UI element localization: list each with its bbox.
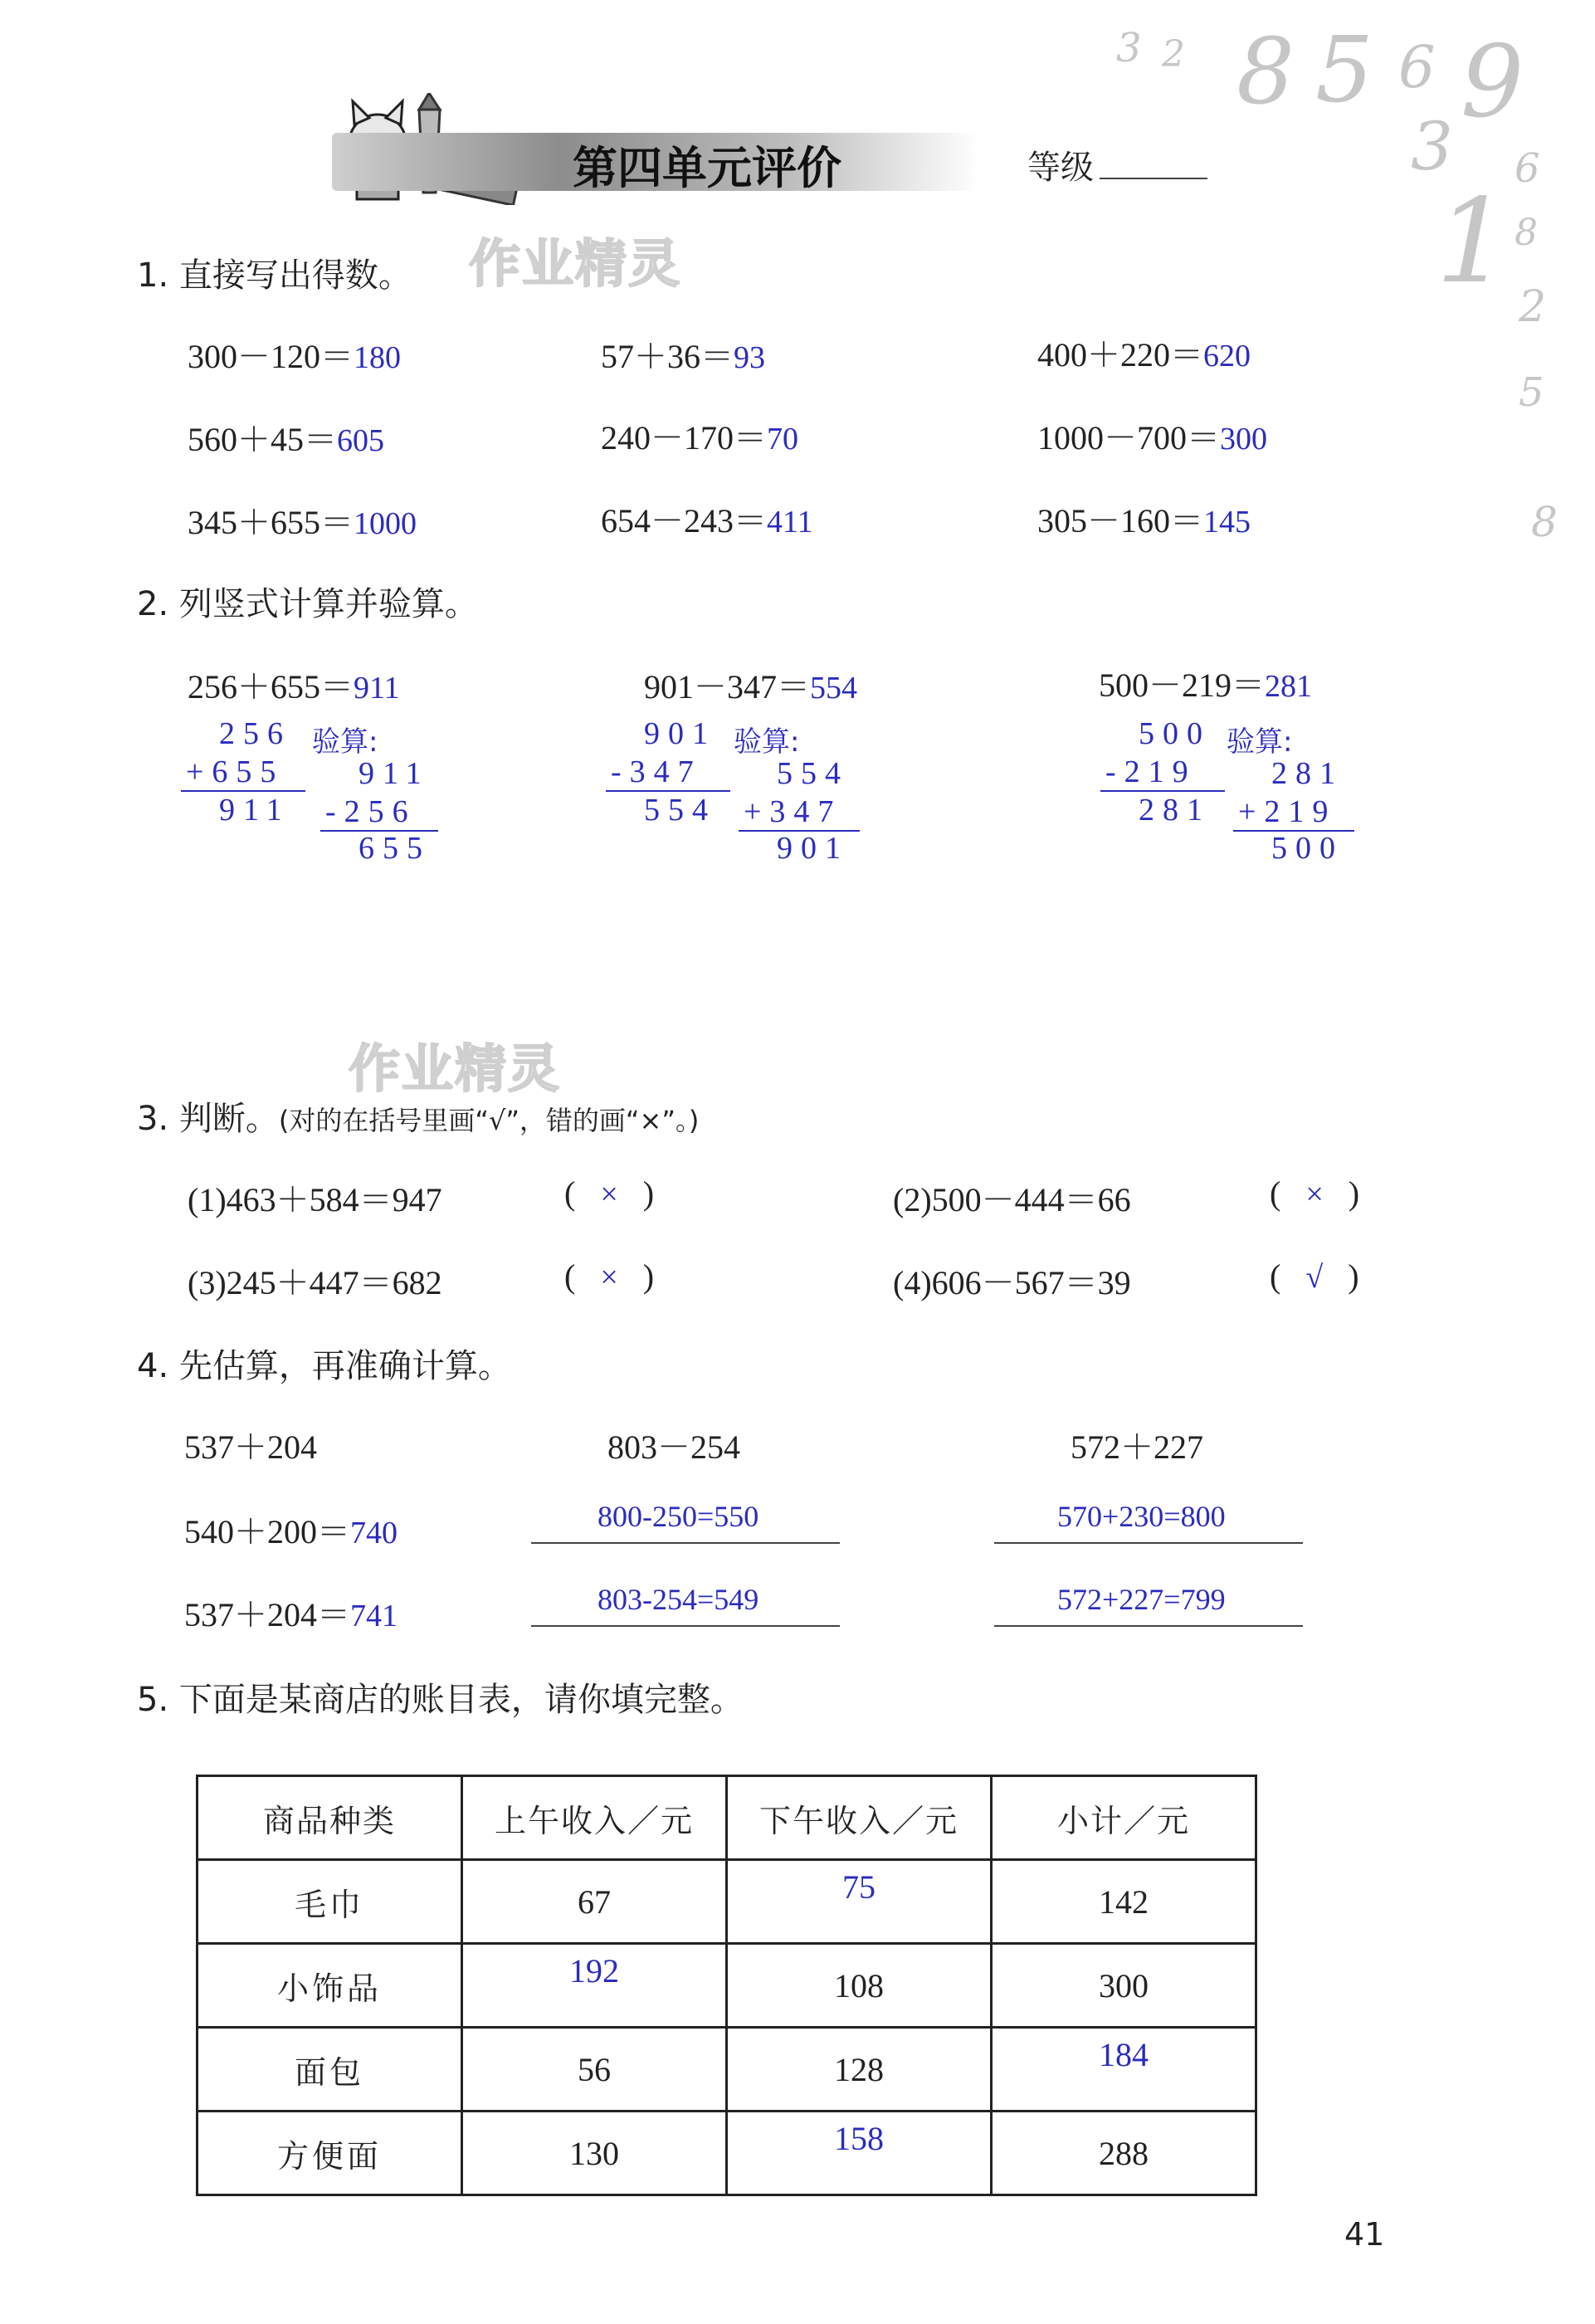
equation: 1000－700＝300 [1037,419,1267,456]
answer-line [994,1542,1303,1544]
deco-digit: 8 [1515,212,1538,254]
check-line: 655 [359,831,431,866]
deco-digit: 9 [1461,25,1524,140]
exact-answer[interactable]: 803-254=549 [598,1583,759,1616]
total-cell-filled[interactable]: 184 [992,2028,1256,2112]
watermark: 作业精灵 [469,233,682,294]
vertical-calc-line: 256 [219,716,291,751]
deco-digit: 2 [1519,282,1547,332]
check-line: 554 [777,756,849,791]
total-cell: 288 [992,2112,1256,2195]
table-row [198,1860,1256,1944]
answer[interactable]: 93 [734,340,765,375]
check-label: 验算: [312,725,378,759]
equation: 560＋45＝605 [188,421,384,458]
judge-mark: √ [1305,1260,1324,1295]
table-header-cell: 下午收入／元 [727,1776,992,1860]
answer[interactable]: 411 [767,505,813,540]
answer[interactable]: 911 [354,671,400,706]
deco-digit: 8 [1531,498,1558,546]
vertical-calc-line: 901 [644,716,716,751]
check-label: 验算: [1227,725,1293,759]
deco-digit: 3 [1411,108,1453,185]
answer-line [531,1625,840,1627]
am-cell: 56 [462,2028,727,2112]
answer-line [994,1625,1303,1627]
judge-bracket[interactable]: ( × ) [1270,1174,1360,1212]
pm-cell-filled[interactable]: 158 [727,2112,992,2195]
question-title: 4. 先估算，再准确计算。 [137,1347,511,1385]
unit-title: 第四单元评价 [573,141,841,194]
vertical-calc-line: -347 [611,754,702,789]
table-row [198,2028,1256,2112]
equation: 57＋36＝93 [601,338,765,375]
pm-cell: 108 [727,1944,992,2028]
equation: 256＋655＝911 [188,668,400,706]
equation: 537＋204＝741 [184,1596,398,1633]
estimate-head: 572＋227 [1071,1428,1203,1466]
answer-line [531,1542,840,1544]
answer[interactable]: 605 [337,423,384,458]
am-cell: 67 [462,1860,727,1944]
check-label: 验算: [734,725,800,759]
table-header-cell: 上午收入／元 [462,1776,727,1860]
table-header-cell: 小计／元 [992,1776,1256,1860]
judge-mark: × [600,1260,618,1295]
account-table [196,1775,1257,2196]
table-header-row [198,1776,1256,1860]
equation: 901－347＝554 [644,668,857,706]
check-line: +219 [1238,794,1337,829]
deco-digit: 6 [1515,145,1540,192]
question-title: 2. 列竖式计算并验算。 [137,585,478,623]
judge-expr: (2)500－444＝66 [893,1181,1131,1218]
answer[interactable]: 554 [810,671,857,706]
deco-digit: 5 [1519,369,1544,416]
judge-expr: (4)606－567＝39 [893,1264,1131,1301]
vertical-calc-line: 911 [219,793,290,828]
deco-digit: 5 [1315,17,1373,123]
judge-mark: × [1305,1177,1324,1212]
question-title: 5. 下面是某商店的账目表，请你填完整。 [137,1681,744,1719]
judge-expr: (1)463＋584＝947 [188,1181,442,1218]
equation: 400＋220＝620 [1037,336,1251,374]
total-cell: 300 [992,1944,1256,2028]
check-line: 281 [1271,756,1344,791]
pm-cell: 128 [727,2028,992,2112]
am-cell-filled[interactable]: 192 [462,1944,727,2028]
total-cell: 142 [992,1860,1256,1944]
answer[interactable]: 741 [350,1599,398,1633]
item-name-cell: 面包 [198,2028,462,2112]
estimate-head: 537＋204 [184,1428,317,1466]
judge-bracket[interactable]: ( √ ) [1270,1257,1359,1295]
answer[interactable]: 300 [1220,422,1267,456]
question-note: (对的在括号里画“√”，错的画“×”。) [278,1105,700,1136]
grade-label: 等级 [1027,149,1094,187]
answer[interactable]: 740 [350,1516,398,1550]
judge-expr: (3)245＋447＝682 [188,1264,442,1301]
item-name-cell: 小饰品 [198,1944,462,2028]
answer[interactable]: 180 [354,340,401,375]
equation: 345＋655＝1000 [188,504,417,541]
vertical-calc-line: +655 [186,754,285,789]
judge-bracket[interactable]: ( × ) [564,1257,655,1295]
watermark: 作业精灵 [349,1038,562,1099]
answer[interactable]: 281 [1265,669,1312,704]
page-number: 41 [1344,2216,1385,2253]
answer[interactable]: 620 [1203,339,1251,374]
check-line: 911 [359,756,430,791]
equation: 305－160＝145 [1037,502,1251,540]
judge-bracket[interactable]: ( × ) [564,1174,655,1212]
pm-cell-filled[interactable]: 75 [727,1860,992,1944]
deco-digit: 3 [1116,25,1142,71]
deco-digit: 1 [1436,174,1510,310]
table-row [198,1944,1256,2028]
table-row [198,2112,1256,2195]
check-line: -256 [325,794,417,829]
question-title: 3. 判断。(对的在括号里画“√”，错的画“×”。) [137,1100,700,1138]
estimate-answer[interactable]: 800-250=550 [598,1500,759,1533]
am-cell: 130 [462,2112,727,2195]
vertical-calc-line: -219 [1105,754,1197,789]
judge-mark: × [600,1177,618,1212]
vertical-calc-line: 281 [1139,793,1211,828]
exact-answer[interactable]: 572+227=799 [1057,1583,1226,1616]
check-line: 500 [1271,831,1344,866]
check-line: +347 [744,794,842,829]
vertical-calc-line: 554 [644,793,716,828]
deco-digit: 6 [1398,33,1436,101]
deco-digit: 2 [1162,33,1185,76]
estimate-head: 803－254 [607,1428,740,1466]
equation: 300－120＝180 [188,338,401,375]
check-line: 901 [777,831,849,866]
answer[interactable]: 1000 [354,506,417,541]
equation: 654－243＝411 [601,502,813,540]
answer[interactable]: 70 [767,422,798,456]
item-name-cell: 毛巾 [198,1860,462,1944]
item-name-cell: 方便面 [198,2112,462,2195]
grade-blank[interactable] [1100,178,1207,179]
vertical-calc-line: 500 [1139,716,1211,751]
deco-digit: 8 [1236,18,1295,124]
equation: 240－170＝70 [601,419,798,456]
equation: 500－219＝281 [1099,666,1312,704]
question-title: 1. 直接写出得数。 [137,256,412,295]
equation: 540＋200＝740 [184,1513,398,1550]
estimate-answer[interactable]: 570+230=800 [1057,1500,1226,1533]
answer[interactable]: 145 [1203,505,1251,540]
table-header-cell: 商品种类 [198,1776,462,1860]
